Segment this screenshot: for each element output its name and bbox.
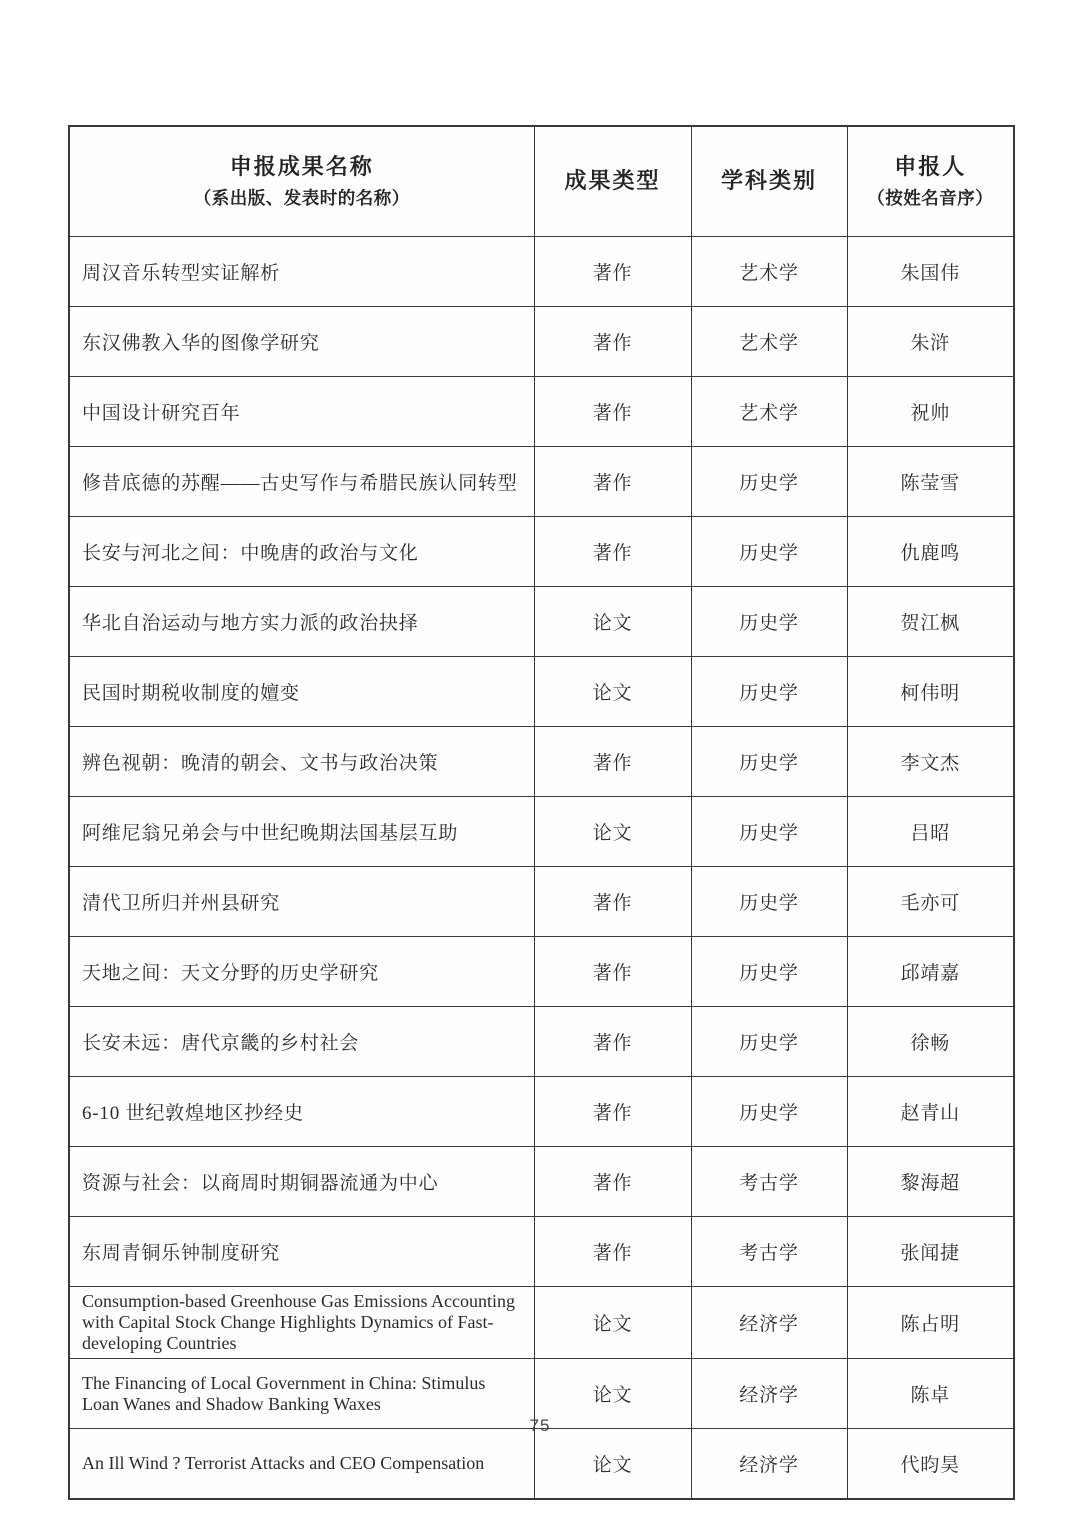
table-row: [69, 447, 1014, 517]
result-type-cell: 著作: [534, 377, 691, 447]
achievement-name-cell: 长安与河北之间：中晚唐的政治与文化: [69, 517, 534, 587]
table-row: [69, 1429, 1014, 1500]
results-table: [68, 125, 1015, 1500]
table-row: [69, 377, 1014, 447]
subject-category-cell: 历史学: [691, 937, 847, 1007]
achievement-name-cell: 天地之间：天文分野的历史学研究: [69, 937, 534, 1007]
subject-category-cell: 考古学: [691, 1147, 847, 1217]
achievement-name-cell: 长安未远：唐代京畿的乡村社会: [69, 1007, 534, 1077]
table-row: [69, 517, 1014, 587]
table-row: [69, 237, 1014, 307]
table-row: [69, 307, 1014, 377]
achievement-name-cell: 6-10 世纪敦煌地区抄经史: [69, 1077, 534, 1147]
header-applicant-title: 申报人: [894, 153, 967, 179]
subject-category-cell: 历史学: [691, 1007, 847, 1077]
result-type-cell: 论文: [534, 797, 691, 867]
applicant-cell: 邱靖嘉: [847, 937, 1014, 1007]
table-row: [69, 797, 1014, 867]
subject-category-cell: 历史学: [691, 517, 847, 587]
table-row: [69, 1007, 1014, 1077]
header-result-type-title: 成果类型: [564, 168, 661, 194]
subject-category-cell: 历史学: [691, 867, 847, 937]
applicant-cell: 徐畅: [847, 1007, 1014, 1077]
achievement-name-cell: 清代卫所归并州县研究: [69, 867, 534, 937]
subject-category-cell: 历史学: [691, 447, 847, 517]
result-type-cell: 著作: [534, 1147, 691, 1217]
table-row: [69, 1077, 1014, 1147]
result-type-cell: 著作: [534, 1007, 691, 1077]
table-row: [69, 867, 1014, 937]
result-type-cell: 著作: [534, 237, 691, 307]
achievement-name-cell: 阿维尼翁兄弟会与中世纪晚期法国基层互助: [69, 797, 534, 867]
result-type-cell: 著作: [534, 937, 691, 1007]
applicant-cell: 贺江枫: [847, 587, 1014, 657]
result-type-cell: 著作: [534, 307, 691, 377]
result-type-cell: 著作: [534, 517, 691, 587]
subject-category-cell: 经济学: [691, 1429, 847, 1500]
result-type-cell: 论文: [534, 1359, 691, 1429]
achievement-name-cell: The Financing of Local Government in China: Stimulus Loan Wanes and Shadow Banking Waxes: [69, 1359, 534, 1429]
header-subject-category: [691, 126, 847, 237]
achievement-name-cell: 周汉音乐转型实证解析: [69, 237, 534, 307]
applicant-cell: 赵青山: [847, 1077, 1014, 1147]
achievement-name-cell: 民国时期税收制度的嬗变: [69, 657, 534, 727]
achievement-name-cell: 东汉佛教入华的图像学研究: [69, 307, 534, 377]
table-row: [69, 657, 1014, 727]
achievement-name-cell: 中国设计研究百年: [69, 377, 534, 447]
subject-category-cell: 历史学: [691, 727, 847, 797]
applicant-cell: 张闻捷: [847, 1217, 1014, 1287]
applicant-cell: 陈莹雪: [847, 447, 1014, 517]
table-row: [69, 727, 1014, 797]
applicant-cell: 吕昭: [847, 797, 1014, 867]
applicant-cell: 祝帅: [847, 377, 1014, 447]
result-type-cell: 著作: [534, 867, 691, 937]
result-type-cell: 论文: [534, 1287, 691, 1359]
subject-category-cell: 历史学: [691, 657, 847, 727]
table-row: [69, 587, 1014, 657]
applicant-cell: 朱浒: [847, 307, 1014, 377]
table-row: [69, 1147, 1014, 1217]
table-header-row: [69, 126, 1014, 237]
achievement-name-cell: 华北自治运动与地方实力派的政治抉择: [69, 587, 534, 657]
header-subject-category-title: 学科类别: [720, 168, 817, 194]
header-applicant-subtitle: （按姓名音序）: [867, 187, 994, 208]
achievement-name-cell: 东周青铜乐钟制度研究: [69, 1217, 534, 1287]
table-row: [69, 1217, 1014, 1287]
header-achievement-name-title: 申报成果名称: [229, 153, 374, 179]
result-type-cell: 著作: [534, 1217, 691, 1287]
table-row: [69, 1287, 1014, 1359]
applicant-cell: 李文杰: [847, 727, 1014, 797]
header-applicant: [847, 126, 1014, 237]
subject-category-cell: 历史学: [691, 1077, 847, 1147]
applicant-cell: 代昀昊: [847, 1429, 1014, 1500]
result-type-cell: 论文: [534, 1429, 691, 1500]
subject-category-cell: 历史学: [691, 797, 847, 867]
applicant-cell: 柯伟明: [847, 657, 1014, 727]
result-type-cell: 论文: [534, 657, 691, 727]
header-achievement-name: [69, 126, 534, 237]
result-type-cell: 著作: [534, 727, 691, 797]
applicant-cell: 陈卓: [847, 1359, 1014, 1429]
applicant-cell: 毛亦可: [847, 867, 1014, 937]
applicant-cell: 陈占明: [847, 1287, 1014, 1359]
header-achievement-name-subtitle: （系出版、发表时的名称）: [193, 187, 410, 208]
applicant-cell: 仇鹿鸣: [847, 517, 1014, 587]
achievement-name-cell: An Ill Wind ? Terrorist Attacks and CEO Compensation: [69, 1429, 534, 1500]
subject-category-cell: 艺术学: [691, 377, 847, 447]
result-type-cell: 著作: [534, 1077, 691, 1147]
page-number: 75: [529, 1416, 551, 1435]
header-result-type: [534, 126, 691, 237]
subject-category-cell: 历史学: [691, 587, 847, 657]
subject-category-cell: 艺术学: [691, 237, 847, 307]
subject-category-cell: 经济学: [691, 1287, 847, 1359]
applicant-cell: 朱国伟: [847, 237, 1014, 307]
achievement-name-cell: 修昔底德的苏醒——古史写作与希腊民族认同转型: [69, 447, 534, 517]
applicant-cell: 黎海超: [847, 1147, 1014, 1217]
result-type-cell: 论文: [534, 587, 691, 657]
table-row: [69, 937, 1014, 1007]
achievement-name-cell: 辨色视朝：晚清的朝会、文书与政治决策: [69, 727, 534, 797]
result-type-cell: 著作: [534, 447, 691, 517]
subject-category-cell: 经济学: [691, 1359, 847, 1429]
achievement-name-cell: Consumption-based Greenhouse Gas Emissions Accounting with Capital Stock Change Highlights Dynamics of Fast-developing Countries: [69, 1287, 534, 1359]
subject-category-cell: 考古学: [691, 1217, 847, 1287]
achievement-name-cell: 资源与社会：以商周时期铜器流通为中心: [69, 1147, 534, 1217]
subject-category-cell: 艺术学: [691, 307, 847, 377]
